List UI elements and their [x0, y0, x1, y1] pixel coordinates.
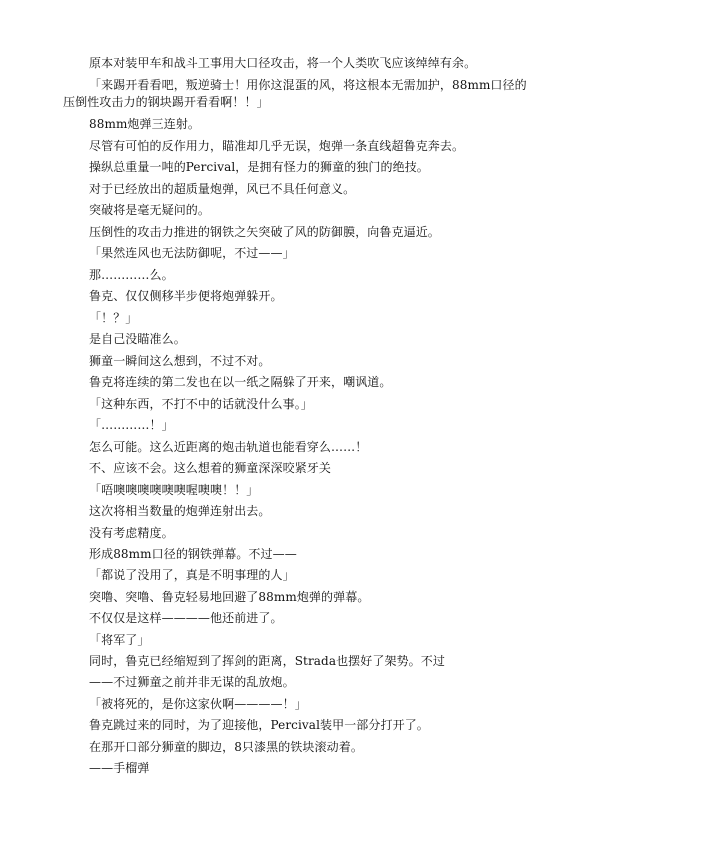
text-line-17: 「这种东西，不打不中的话就没什么事。」 — [89, 397, 313, 411]
text-line-32: 鲁克跳过来的同时，为了迎接他，Percival装甲一部分打开了。 — [89, 718, 429, 732]
text-line-29: 同时，鲁克已经缩短到了挥剑的距离，Strada也摆好了架势。不过 — [89, 654, 445, 668]
text-line-10: 「果然连风也无法防御呢，不过——」 — [89, 246, 295, 260]
text-line-2: 「来踢开看看吧，叛逆骑士！用你这混蛋的风，将这根本无需加护，88mm口径的 — [89, 78, 527, 92]
text-line-27: 不仅仅是这样————他还前进了。 — [89, 611, 283, 625]
text-line-16: 鲁克将连续的第二发也在以一纸之隔躲了开来，嘲讽道。 — [89, 375, 392, 389]
text-line-7: 对于已经放出的超质量炮弹，风已不具任何意义。 — [89, 182, 356, 196]
text-line-18: 「…………！」 — [89, 418, 174, 432]
text-line-13: 「！？」 — [89, 311, 138, 325]
text-line-33: 在那开口部分狮童的脚边，8只漆黑的铁块滚动着。 — [89, 740, 363, 754]
text-line-23: 没有考虑精度。 — [89, 526, 174, 540]
text-line-12: 鲁克、仅仅侧移半步便将炮弹躲开。 — [89, 289, 283, 303]
text-line-8: 突破将是毫无疑问的。 — [89, 203, 211, 217]
text-line-31: 「被将死的，是你这家伙啊————！」 — [89, 697, 307, 711]
text-line-22: 这次将相当数量的炮弹连射出去。 — [89, 504, 271, 518]
text-line-21: 「唔噢噢噢噢噢噢喔噢噢！！」 — [89, 483, 259, 497]
text-line-6: 操纵总重量一吨的Percival，是拥有怪力的狮童的独门的绝技。 — [89, 160, 429, 174]
text-line-19: 怎么可能。这么近距离的炮击轨道也能看穿么……！ — [89, 440, 368, 454]
text-line-4: 88mm炮弹三连射。 — [89, 117, 201, 131]
text-line-5: 尽管有可怕的反作用力，瞄准却几乎无误，炮弹一条直线超鲁克奔去。 — [89, 139, 465, 153]
text-line-14: 是自己没瞄准么。 — [89, 332, 186, 346]
text-line-20: 不、应该不会。这么想着的狮童深深咬紧牙关 — [89, 461, 332, 475]
text-line-30: ——不过狮童之前并非无谋的乱放炮。 — [89, 675, 295, 689]
text-line-25: 「都说了没用了，真是不明事理的人」 — [89, 568, 295, 582]
text-line-28: 「将军了」 — [89, 633, 150, 647]
text-line-11: 那…………么。 — [89, 268, 174, 282]
text-line-15: 狮童一瞬间这么想到，不过不对。 — [89, 354, 271, 368]
text-line-34: ——手榴弹 — [89, 761, 150, 775]
text-line-3: 压倒性攻击力的钢块踢开看看啊！！」 — [63, 95, 269, 109]
text-line-9: 压倒性的攻击力推进的钢铁之矢突破了风的防御膜，向鲁克逼近。 — [89, 225, 440, 239]
text-line-26: 突噜、突噜、鲁克轻易地回避了88mm炮弹的弹幕。 — [89, 590, 370, 604]
text-line-24: 形成88mm口径的钢铁弹幕。不过—— — [89, 547, 297, 561]
text-line-1: 原本对装甲车和战斗工事用大口径攻击，将一个人类吹飞应该绰绰有余。 — [89, 56, 477, 70]
